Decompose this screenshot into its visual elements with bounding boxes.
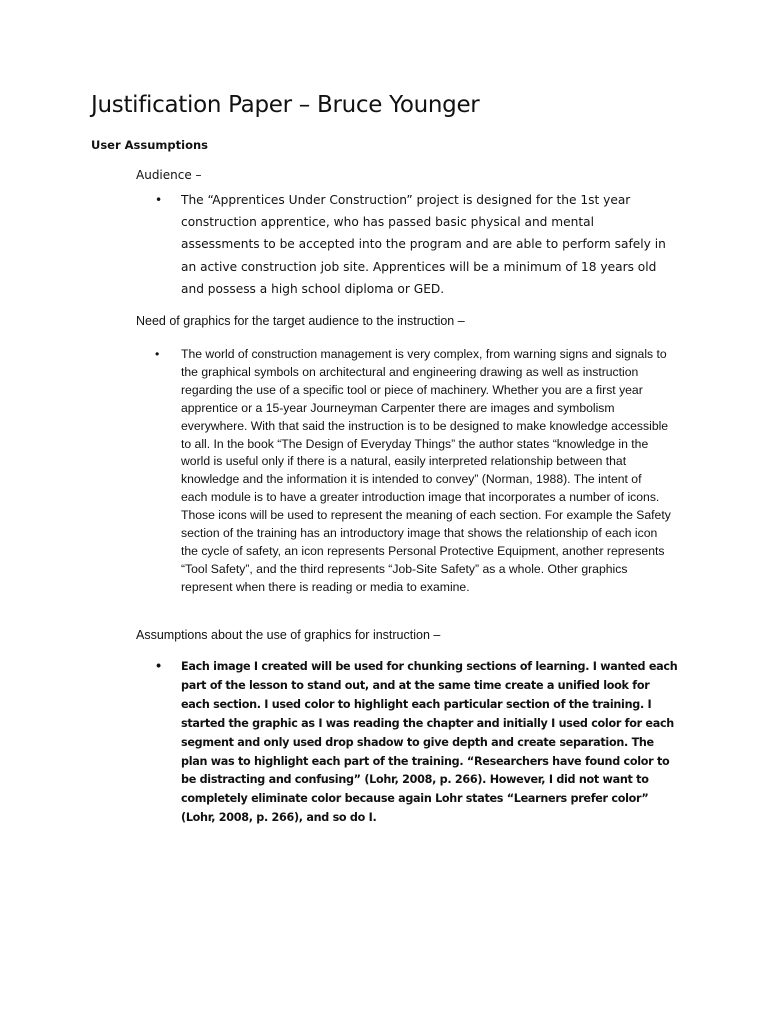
assumptions-paragraph: Each image I created will be used for chunking sections of learning. I wanted each part of the lesson to stand out, and at the same time create a unified look for each section. I used color to highlight each particular section of the training. I started the graphic as I was reading the chapter and initially I used color for each segment and only used drop shadow to give depth and create separation. The plan was to highlight each part of the training. “Researchers have found color to be distracting and confusing” (Lohr, 2008, p. 266). However, I did not want to completely eliminate color because again Lohr states “Learners prefer color” (Lohr, 2008, p. 266), and so do I. [181, 660, 678, 825]
need-of-graphics-paragraph: The world of construction management is very complex, from warning signs and signals to the graphical symbols on architectural and engineering drawing as well as instruction regarding the use of a specific tool or piece of machinery. Whether you are a first year apprentice or a 15-year Journeyman Carpenter there are images and symbolism everywhere. With that said the instruction is to be designed to make knowledge accessible to all. In the book “The Design of Everyday Things” the author states “knowledge in the world is useful only if there is a natural, easily interpreted relationship between that knowledge and the information it is intended to convey” (Norman, 1988). The intent of each module is to have a greater introduction image that incorporates a number of icons. Those icons will be used to represent the meaning of each section. For example the Safety section of the training has an introductory image that shows the relationship of each icon the cycle of safety, an icon represents Personal Protective Equipment, another represents “Tool Safety”, and the third represents “Job-Site Safety” as a whole. Other graphics represent when there is reading or media to examine. [181, 347, 671, 594]
bullet-marker: • [155, 660, 162, 673]
bullet-marker: • [155, 193, 163, 207]
assumptions-bullet-item [155, 658, 678, 828]
bullet-marker: • [155, 347, 160, 361]
audience-bullet-item [155, 189, 678, 300]
section-heading: User Assumptions [91, 138, 209, 152]
audience-paragraph: The “Apprentices Under Construction” project is designed for the 1st year construction apprentice, who has passed basic physical and mental assessments to be accepted into the program and are able to perform safely in an active construction job site. Apprentices will be a minimum of 18 years old and possess a high school diploma or GED. [181, 193, 666, 296]
page-title: Justification Paper – Bruce Younger [91, 92, 480, 118]
need-of-graphics-bullet-item [155, 346, 678, 597]
audience-label: Audience – [136, 168, 202, 182]
need-of-graphics-label: Need of graphics for the target audience to the instruction – [136, 314, 465, 328]
assumptions-label: Assumptions about the use of graphics for instruction – [136, 628, 441, 642]
